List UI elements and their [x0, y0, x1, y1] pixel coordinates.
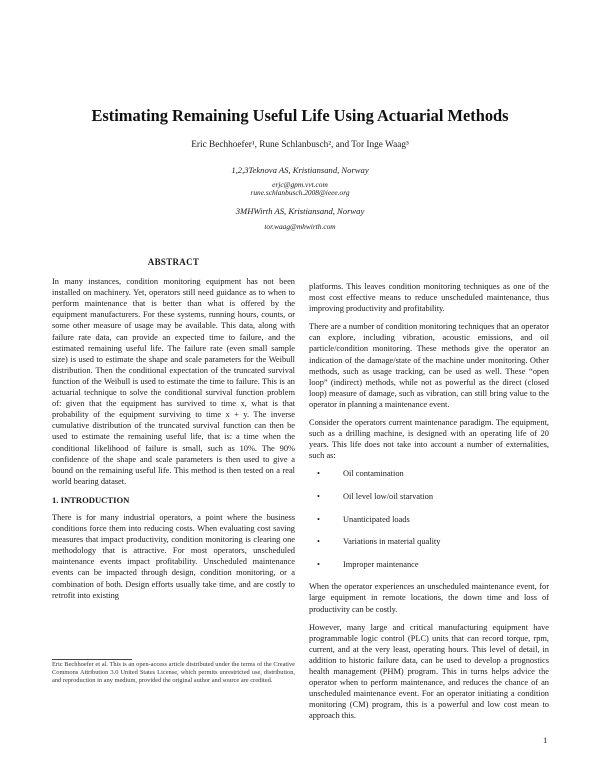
right-column	[309, 281, 549, 729]
author-list: Eric Bechhoefer¹, Rune Schlanbusch², and Tor Inge Waag³	[191, 140, 409, 150]
email-2: rune.schlanbusch.2008@ieee.org	[250, 188, 350, 197]
list-item: • Oil level low/oil starvation	[309, 491, 549, 502]
introduction-text: There is for many industrial operators, a point where the business conditions force them into reducing costs. When evaluating cost saving measures that impact productivity, condition monitoring is clearing one methodology that is attractive. For most operators, unscheduled maintenance events impact profitability. Unscheduled maintenance events can be impacted through design, condition monitoring, or a combination of both. Design efforts usually take time, and are costly to retrofit into existing	[52, 512, 295, 600]
paragraph: When the operator experiences an unscheduled maintenance event, for large equipment in remote locations, the down time and loss of productivity can be costly.	[309, 582, 549, 614]
paragraph: However, many large and critical manufacturing equipment have programmable logic control (PLC) units that can record torque, rpm, current, and at the very least, operating hours. This level of detail, in addition to historic failure data, can be used to develop a prognostics health management (PHM) program. This in turns helps advice the operator when to perform maintenance, and reduces the chance of an unscheduled maintenance event. For an operator initiating a condition monitoring (CM) program, this is a powerful and low cost mean to approach this.	[309, 622, 549, 721]
email-1: erjc@gpm.vvt.com	[272, 180, 328, 189]
paragraph: There are a number of condition monitoring techniques that an operator can explore, including vibration, acoustic emissions, and oil particle/condition monitoring. These methods give the operator an indication of the damage/state of the machine under monitoring. Other methods, such as usage tracking, can be used as well. These “open loop” (indirect) methods, while not as powerful as the direct (closed loop) measure of damage, such as vibration, can still bring value to the operator in planning a maintenance event.	[309, 322, 550, 409]
paragraph: platforms. This leaves condition monitoring techniques as one of the most cost effective means to reduce unscheduled maintenance, thus improving productivity and profitability.	[309, 282, 549, 314]
license-footnote: Eric Bechhoefer et al. This is an open-access article distributed under the terms of the Creative Commons Attribution 3.0 United States License, which permits unrestricted use, distribution, and reproduction in any medium, provided the original author and source are credited.	[52, 661, 295, 685]
email-3: tor.waag@mhwirth.com	[264, 222, 336, 231]
page-number: 1	[543, 735, 548, 745]
paragraph: Consider the operators current maintenance paradigm. The equipment, such as a drilling machine, is designed with an operating life of 20 years. This life does not take into account a number of externalities, such as:	[309, 418, 549, 461]
externalities-list	[309, 468, 549, 569]
affiliation-2: 3MHWirth AS, Kristiansand, Norway	[235, 206, 365, 216]
list-item: • Improper maintenance	[309, 559, 549, 570]
list-item: • Oil contamination	[309, 468, 549, 479]
paper-title: Estimating Remaining Useful Life Using Actuarial Methods	[91, 106, 509, 125]
list-item: • Unanticipated loads	[309, 514, 549, 525]
footnote-divider	[52, 659, 132, 660]
list-item: • Variations in material quality	[309, 536, 549, 547]
abstract-heading: ABSTRACT	[147, 257, 200, 267]
abstract-text: In many instances, condition monitoring equipment has not been installed on machinery. Yet, operators still need guidance as to when to perform maintenance that is better than what is offered by the equipment manufacturers. For these systems, running hours, counts, or some other measure of usage may be available. This data, along with failure rate data, can provide an expected time to failure, and the estimated remaining useful life. The failure rate (even small sample size) is used to estimate the shape and scale parameters for the Weibull distribution. Then the conditional expectation of the truncated survival function of the Weibull is used to estimate the time to failure. This is an actuarial technique to solve the conditional survival function problem of: given that the equipment has survived to time x, what is that probability of the equipment surviving to time x + y. The inverse cumulative distribution of the truncated survival function can then be used to estimate the remaining useful life, that is: a time when the conditional likelihood of failure is small, such as 10%. The 90% confidence of the shape and scale parameters is then used to give a bound on the remaining useful life. This method is then tested on a real world bearing dataset.	[52, 277, 295, 486]
introduction-heading: 1. INTRODUCTION	[52, 494, 130, 505]
left-column	[52, 257, 295, 608]
affiliation-1: 1,2,3Teknova AS, Kristiansand, Norway	[231, 165, 369, 175]
